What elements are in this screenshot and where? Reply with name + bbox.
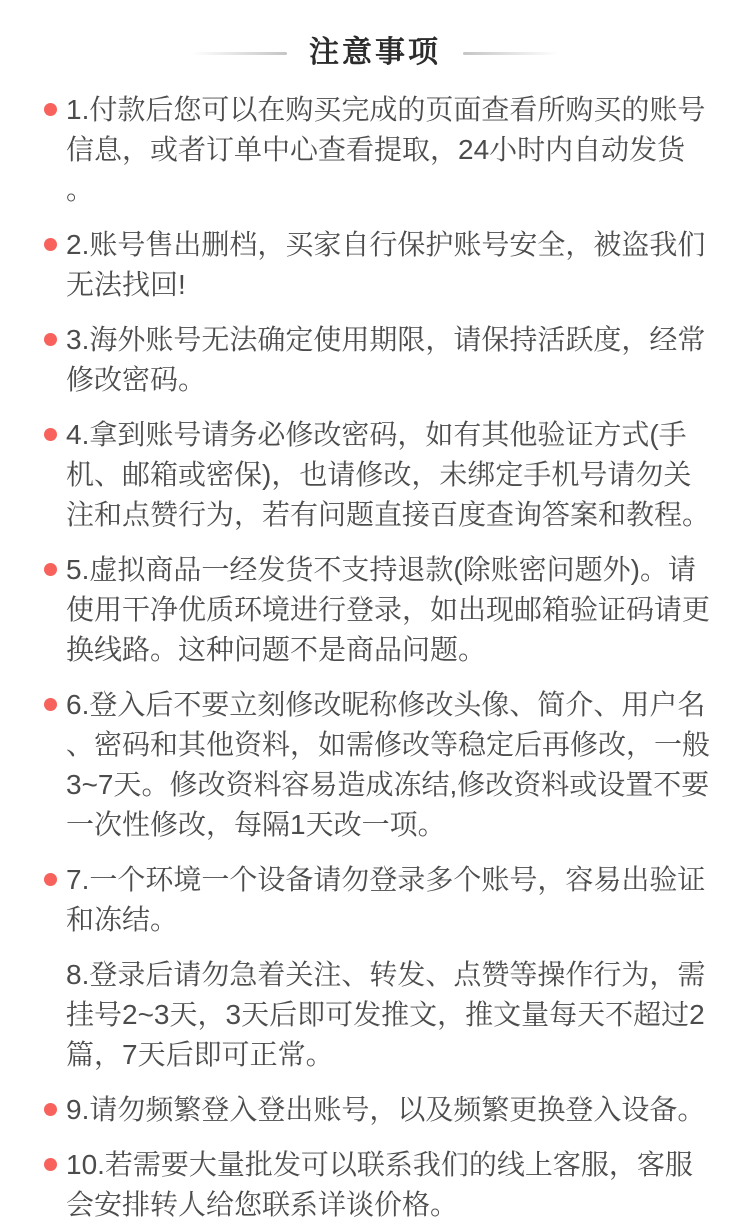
notice-item-text: 9.请勿频繁登入登出账号，以及频繁更换登入设备。 [66, 1094, 706, 1125]
notice-item-text: 4.拿到账号请务必修改密码，如有其他验证方式(手机、邮箱或密保)，也请修改，未绑定手机号请勿关注和点赞行为，若有问题直接百度查询答案和教程。 [66, 419, 711, 530]
list-item [44, 550, 712, 670]
page-title: 注意事项 [309, 36, 441, 69]
list-item [44, 90, 712, 210]
list-item [44, 415, 712, 535]
bullet-dot-icon [44, 968, 57, 981]
list-item [44, 1145, 712, 1225]
bullet-dot-icon [44, 238, 57, 251]
list-item [44, 225, 712, 305]
notice-list [0, 90, 750, 1225]
notice-item-text: 8.登录后请勿急着关注、转发、点赞等操作行为，需挂号2~3天，3天后即可发推文，推文量每天不超过2篇，7天后即可正常。 [66, 959, 706, 1070]
bullet-dot-icon [44, 563, 57, 576]
list-item [44, 860, 712, 940]
title-right-line-decoration [463, 52, 558, 55]
list-item [44, 685, 712, 845]
notice-item-text: 10.若需要大量批发可以联系我们的线上客服，客服会安排转人给您联系详谈价格。 [66, 1149, 693, 1220]
notice-item-text: 7.一个环境一个设备请勿登录多个账号，容易出验证和冻结。 [66, 864, 706, 935]
bullet-dot-icon [44, 1103, 57, 1116]
list-item [44, 955, 712, 1075]
bullet-dot-icon [44, 873, 57, 886]
list-item [44, 320, 712, 400]
title-left-line-decoration [192, 52, 287, 55]
notice-item-text: 6.登入后不要立刻修改昵称修改头像、简介、用户名、密码和其他资料，如需修改等稳定后再修改，一般3~7天。修改资料容易造成冻结,修改资料或设置不要一次性修改，每隔1天改一项。 [66, 689, 711, 840]
bullet-dot-icon [44, 698, 57, 711]
bullet-dot-icon [44, 103, 57, 116]
bullet-dot-icon [44, 333, 57, 346]
list-item [44, 1090, 712, 1130]
notice-header [0, 0, 750, 70]
bullet-dot-icon [44, 428, 57, 441]
notice-item-text: 1.付款后您可以在购买完成的页面查看所购买的账号信息，或者订单中心查看提取，24小时内自动发货。 [66, 94, 706, 205]
bullet-dot-icon [44, 1158, 57, 1171]
notice-item-text: 3.海外账号无法确定使用期限，请保持活跃度，经常修改密码。 [66, 324, 706, 395]
notice-item-text: 2.账号售出删档，买家自行保护账号安全，被盗我们无法找回! [66, 229, 706, 300]
notice-item-text: 5.虚拟商品一经发货不支持退款(除账密问题外)。请使用干净优质环境进行登录，如出现邮箱验证码请更换线路。这种问题不是商品问题。 [66, 554, 711, 665]
